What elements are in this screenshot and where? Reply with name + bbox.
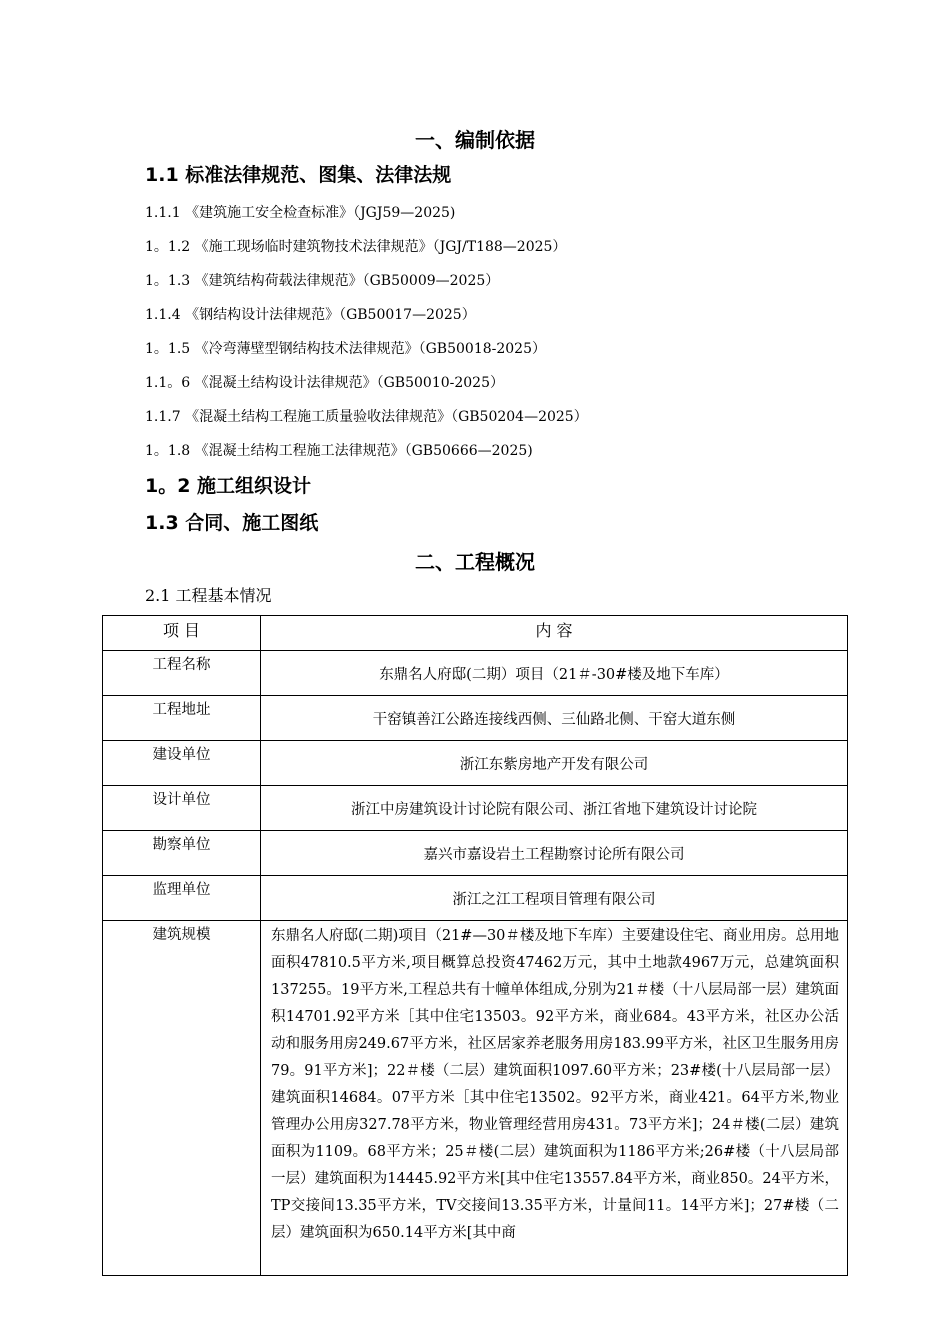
column-header-content: 内 容: [261, 616, 848, 651]
reference-item: 1。1.3 《建筑结构荷载法律规范》（GB50009—2025）: [145, 273, 500, 289]
reference-item: 1.1.7 《混凝土结构工程施工质量验收法律规范》（GB50204—2025）: [145, 409, 588, 425]
reference-item: 1.1.4 《钢结构设计法律规范》（GB50017—2025）: [145, 307, 476, 323]
table-row: [103, 786, 848, 831]
building-scale-text: 东鼎名人府邸(二期)项目（21#—30＃楼及地下车库）主要建设住宅、商业用房。总用地面积47810.5平方米,项目概算总投资47462万元，其中土地款4967万元，总建筑面积137255。19平方米,工程总共有十幢单体组成,分别为21＃楼（十八层局部一层）建筑面积14701.92平方米［其中住宅13503。92平方米，商业684。43平方米，社区办公活动和服务用房249.67平方米，社区居家养老服务用房183.99平方米，社区卫生服务用房79。91平方米]；22＃楼（二层）建筑面积1097.60平方米；23#楼(十八层局部一层）建筑面积14684。07平方米［其中住宅13502。92平方米，商业421。64平方米,物业管理办公用房327.78平方米，物业管理经营用房431。73平方米]；24＃楼(二层）建筑面积为1109。68平方米；25＃楼(二层）建筑面积为1186平方米;26#楼（十八层局部一层）建筑面积为14445.92平方米[其中住宅13557.84平方米，商业850。24平方米，TP交接间13.35平方米，TV交接间13.35平方米，计量间11。14平方米]；27#楼（二层）建筑面积为650.14平方米[其中商: [261, 921, 848, 1276]
table-header-row: [103, 616, 848, 651]
row-label: 监理单位: [103, 876, 261, 921]
project-info-table: [102, 615, 848, 1276]
heading-1-2: 1。2 施工组织设计: [145, 475, 312, 497]
table-row: [103, 876, 848, 921]
section-2-title: 二、工程概况: [415, 550, 535, 574]
heading-1-3: 1.3 合同、施工图纸: [145, 512, 319, 534]
reference-item: 1。1.5 《冷弯薄壁型钢结构技术法律规范》（GB50018-2025）: [145, 341, 546, 357]
column-header-item: 项 目: [103, 616, 261, 651]
reference-item: 1。1.8 《混凝土结构工程施工法律规范》（GB50666—2025): [145, 443, 533, 459]
heading-1-1: 1.1 标准法律规范、图集、法律法规: [145, 164, 452, 186]
reference-item: 1。1.2 《施工现场临时建筑物技术法律规范》（JGJ/T188—2025）: [145, 239, 567, 255]
row-value: 干窑镇善江公路连接线西侧、三仙路北侧、干窑大道东侧: [261, 696, 848, 741]
section-1-title: 一、编制依据: [415, 128, 535, 152]
subsection-2-1: 2.1 工程基本情况: [145, 586, 272, 605]
table-row: [103, 831, 848, 876]
reference-item: 1.1。6 《混凝土结构设计法律规范》（GB50010-2025）: [145, 375, 504, 391]
table-row: [103, 696, 848, 741]
row-label: 勘察单位: [103, 831, 261, 876]
row-value: 浙江中房建筑设计讨论院有限公司、浙江省地下建筑设计讨论院: [261, 786, 848, 831]
row-value: 嘉兴市嘉设岩土工程勘察讨论所有限公司: [261, 831, 848, 876]
row-value: 浙江东紫房地产开发有限公司: [261, 741, 848, 786]
table-row: [103, 741, 848, 786]
row-value: 东鼎名人府邸(二期）项目（21＃-30#楼及地下车库）: [261, 651, 848, 696]
row-label: 设计单位: [103, 786, 261, 831]
row-label: 工程地址: [103, 696, 261, 741]
row-label: 工程名称: [103, 651, 261, 696]
row-value: 浙江之江工程项目管理有限公司: [261, 876, 848, 921]
table-row: [103, 651, 848, 696]
table-row-building-scale: [103, 921, 848, 1276]
row-label: 建设单位: [103, 741, 261, 786]
row-label: 建筑规模: [103, 921, 261, 1276]
reference-item: 1.1.1 《建筑施工安全检查标准》（JGJ59—2025): [145, 205, 456, 221]
